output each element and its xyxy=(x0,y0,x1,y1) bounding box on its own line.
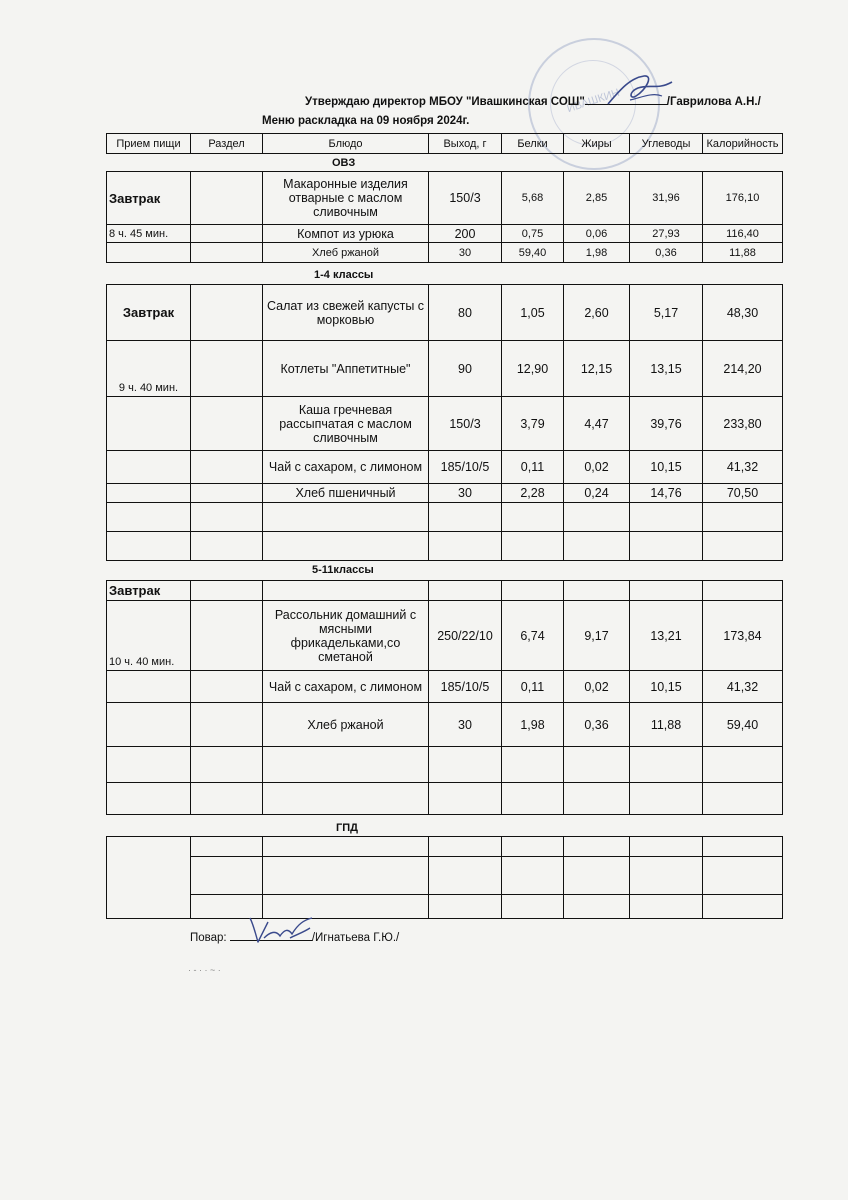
director-signature xyxy=(600,70,680,110)
protein: 6,74 xyxy=(502,601,564,671)
dish-name: Хлеб пшеничный xyxy=(263,484,429,503)
table-row xyxy=(107,243,783,263)
calories: 59,40 xyxy=(703,703,783,747)
fat: 0,06 xyxy=(564,225,630,243)
table-row xyxy=(107,581,783,601)
fat: 0,02 xyxy=(564,451,630,484)
fat: 0,02 xyxy=(564,671,630,703)
calories: 214,20 xyxy=(703,341,783,397)
portion: 150/3 xyxy=(429,397,502,451)
portion: 80 xyxy=(429,285,502,341)
carbs: 5,17 xyxy=(630,285,703,341)
col-header: Прием пищи xyxy=(107,134,191,154)
portion: 150/3 xyxy=(429,172,502,225)
calories: 116,40 xyxy=(703,225,783,243)
meal-label: Завтрак xyxy=(107,285,191,341)
portion: 200 xyxy=(429,225,502,243)
dish-name: Макаронные изделия отварные с маслом сливочным xyxy=(263,172,429,225)
table-row xyxy=(107,397,783,451)
table-row xyxy=(107,484,783,503)
calories: 41,32 xyxy=(703,451,783,484)
grade5-11-table xyxy=(106,580,783,815)
carbs: 10,15 xyxy=(630,671,703,703)
gpd-table xyxy=(106,836,783,919)
fat: 2,85 xyxy=(564,172,630,225)
portion: 185/10/5 xyxy=(429,451,502,484)
carbs: 39,76 xyxy=(630,397,703,451)
section-cell xyxy=(191,225,263,243)
approval-line xyxy=(305,92,761,108)
col-header: Раздел xyxy=(191,134,263,154)
portion: 30 xyxy=(429,243,502,263)
col-header: Белки xyxy=(502,134,564,154)
fat: 2,60 xyxy=(564,285,630,341)
carbs: 10,15 xyxy=(630,451,703,484)
scan-specks: · - · · ~ · xyxy=(188,965,221,975)
protein: 12,90 xyxy=(502,341,564,397)
table-row xyxy=(107,451,783,484)
fat: 12,15 xyxy=(564,341,630,397)
portion: 30 xyxy=(429,703,502,747)
portion: 185/10/5 xyxy=(429,671,502,703)
approval-prefix: Утверждаю директор МБОУ "Ивашкинская СОШ" xyxy=(305,96,585,108)
section-title-ovz: ОВЗ xyxy=(332,157,356,169)
dish-name: Хлеб ржаной xyxy=(263,243,429,263)
empty-row xyxy=(107,837,783,857)
dish-name: Хлеб ржаной xyxy=(263,703,429,747)
calories: 41,32 xyxy=(703,671,783,703)
columns-header-table xyxy=(106,133,783,154)
carbs: 14,76 xyxy=(630,484,703,503)
calories: 176,10 xyxy=(703,172,783,225)
dish-name: Каша гречневая рассыпчатая с маслом сливочным xyxy=(263,397,429,451)
menu-title: Меню раскладка на 09 ноября 2024г. xyxy=(262,115,470,127)
grade1-4-table xyxy=(106,284,783,561)
meal-time: 8 ч. 45 мин. xyxy=(107,225,191,243)
table-row xyxy=(107,671,783,703)
dish-name: Чай с сахаром, с лимоном xyxy=(263,671,429,703)
protein: 0,11 xyxy=(502,451,564,484)
dish-name: Котлеты "Аппетитные" xyxy=(263,341,429,397)
calories: 48,30 xyxy=(703,285,783,341)
col-header: Жиры xyxy=(564,134,630,154)
cook-label: Повар: xyxy=(190,932,227,944)
carbs: 11,88 xyxy=(630,703,703,747)
dish-name: Салат из свежей капусты с морковью xyxy=(263,285,429,341)
section-title-grade1-4: 1-4 классы xyxy=(314,269,374,281)
table-row xyxy=(107,703,783,747)
meal-label: Завтрак xyxy=(107,581,191,601)
fat: 0,24 xyxy=(564,484,630,503)
approval-suffix: /Гаврилова А.Н./ xyxy=(666,96,761,108)
calories: 70,50 xyxy=(703,484,783,503)
empty-row xyxy=(107,783,783,815)
meal-label: Завтрак xyxy=(107,172,191,225)
empty-row xyxy=(107,532,783,561)
dish-name: Чай с сахаром, с лимоном xyxy=(263,451,429,484)
protein: 5,68 xyxy=(502,172,564,225)
stamp-text: ИВАШКИН xyxy=(565,86,622,116)
protein: 59,40 xyxy=(502,243,564,263)
calories: 173,84 xyxy=(703,601,783,671)
empty-row xyxy=(107,503,783,532)
section-cell xyxy=(191,172,263,225)
cook-signature xyxy=(246,912,316,946)
fat: 9,17 xyxy=(564,601,630,671)
fat: 1,98 xyxy=(564,243,630,263)
col-header: Калорийность xyxy=(703,134,783,154)
portion: 250/22/10 xyxy=(429,601,502,671)
calories: 11,88 xyxy=(703,243,783,263)
protein: 0,75 xyxy=(502,225,564,243)
column-headers xyxy=(107,134,783,154)
empty-row xyxy=(107,857,783,895)
dish-name: Рассольник домашний с мясными фрикадельками,со сметаной xyxy=(263,601,429,671)
col-header: Углеводы xyxy=(630,134,703,154)
meal-time: 10 ч. 40 мин. xyxy=(107,601,191,671)
portion: 30 xyxy=(429,484,502,503)
carbs: 13,15 xyxy=(630,341,703,397)
fat: 4,47 xyxy=(564,397,630,451)
carbs: 31,96 xyxy=(630,172,703,225)
protein: 0,11 xyxy=(502,671,564,703)
portion: 90 xyxy=(429,341,502,397)
protein: 1,98 xyxy=(502,703,564,747)
table-row xyxy=(107,341,783,397)
ovz-table xyxy=(106,171,783,263)
calories: 233,80 xyxy=(703,397,783,451)
meal-time: 9 ч. 40 мин. xyxy=(107,341,191,397)
section-title-gpd: ГПД xyxy=(336,822,358,834)
col-header: Блюдо xyxy=(263,134,429,154)
empty-row xyxy=(107,895,783,919)
empty-row xyxy=(107,747,783,783)
dish-name: Компот из урюка xyxy=(263,225,429,243)
section-title-grade5-11: 5-11классы xyxy=(312,564,374,576)
col-header: Выход, г xyxy=(429,134,502,154)
carbs: 0,36 xyxy=(630,243,703,263)
table-row xyxy=(107,172,783,225)
protein: 2,28 xyxy=(502,484,564,503)
table-row xyxy=(107,601,783,671)
carbs: 13,21 xyxy=(630,601,703,671)
protein: 1,05 xyxy=(502,285,564,341)
carbs: 27,93 xyxy=(630,225,703,243)
table-row xyxy=(107,285,783,341)
protein: 3,79 xyxy=(502,397,564,451)
cook-name: /Игнатьева Г.Ю./ xyxy=(311,932,400,944)
table-row xyxy=(107,225,783,243)
fat: 0,36 xyxy=(564,703,630,747)
